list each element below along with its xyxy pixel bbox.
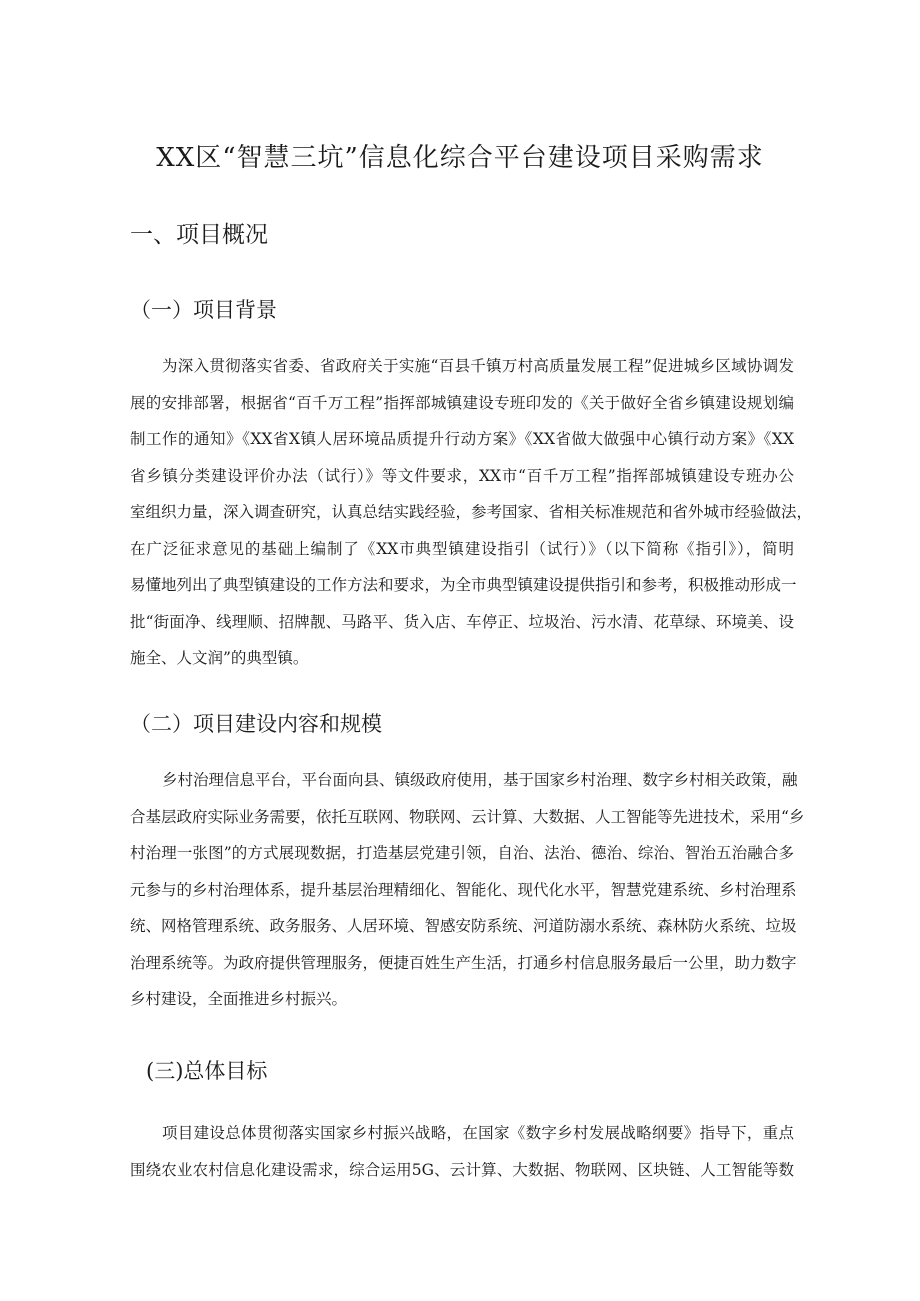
text-line: 统、网格管理系统、政务服务、人居环境、智感安防系统、河道防溺水系统、森林防火系统、垃圾 (130, 917, 797, 935)
text-line: 项目建设总体贯彻落实国家乡村振兴战略，在国家《数字乡村发展战略纲要》指导下，重点 (162, 1124, 794, 1142)
text-line: 治理系统等。为政府提供管理服务，便捷百姓生产生活，打通乡村信息服务最后一公里，助力数字 (130, 953, 797, 972)
document-title: XX区“智慧三坑”信息化综合平台建设项目采购需求 (156, 143, 764, 173)
paragraph-scope (130, 762, 805, 1018)
section-heading-project-overview: 一、项目概况 (130, 222, 268, 248)
text-line: 乡村治理信息平台，平台面向县、镇级政府使用，基于国家乡村治理、数字乡村相关政策，融 (162, 771, 798, 789)
paragraph-background (130, 348, 813, 677)
text-line: 施全、人文润”的典型镇。 (130, 649, 309, 667)
text-line: 易懂地列出了典型镇建设的工作方法和要求，为全市典型镇建设提供指引和参考，积极推动形成一 (130, 576, 797, 594)
text-line: 省乡镇分类建设评价办法（试行）》等文件要求，XX市“百千万工程”指挥部城镇建设专班办公 (130, 466, 794, 485)
paragraph-overall-goal (130, 1115, 794, 1188)
text-line: 批“街面净、线理顺、招牌靓、马路平、货入店、车停正、垃圾治、污水清、花草绿、环境美、设 (130, 612, 794, 631)
text-line: 为深入贯彻落实省委、省政府关于实施“百县千镇万村高质量发展工程”促进城乡区域协调发 (162, 357, 794, 375)
text-line: 围绕农业农村信息化建设需求，综合运用5G、云计算、大数据、物联网、区块链、人工智能等数 (130, 1160, 794, 1179)
text-line: 乡村建设，全面推进乡村振兴。 (130, 990, 348, 1008)
text-line: 室组织力量，深入调查研究，认真总结实践经验，参考国家、省相关标准规范和省外城市经验做法， (130, 503, 813, 521)
subsection-heading-background: （一）项目背景 (130, 298, 277, 322)
text-line: 制工作的通知》《XX省X镇人居环境品质提升行动方案》《XX省做大做强中心镇行动方案》《XX (130, 430, 794, 448)
text-line: 元参与的乡村治理体系，提升基层治理精细化、智能化、现代化水平，智慧党建系统、乡村治理系 (130, 880, 797, 899)
subsection-heading-scope: （二）项目建设内容和规模 (130, 712, 382, 736)
text-line: 村治理一张图”的方式展现数据，打造基层党建引领，自治、法治、德治、综治、智治五治融合多 (130, 844, 794, 862)
text-line: 合基层政府实际业务需要，依托互联网、物联网、云计算、大数据、人工智能等先进技术，采用“乡 (130, 807, 805, 826)
subsection-heading-overall-goal: (三)总体目标 (146, 1059, 268, 1083)
text-line: 展的安排部署，根据省“百千万工程”指挥部城镇建设专班印发的《关于做好全省乡镇建设规划编 (130, 393, 794, 412)
text-line: 在广泛征求意见的基础上编制了《XX市典型镇建设指引（试行）》（以下简称《指引》），简明 (130, 539, 794, 558)
